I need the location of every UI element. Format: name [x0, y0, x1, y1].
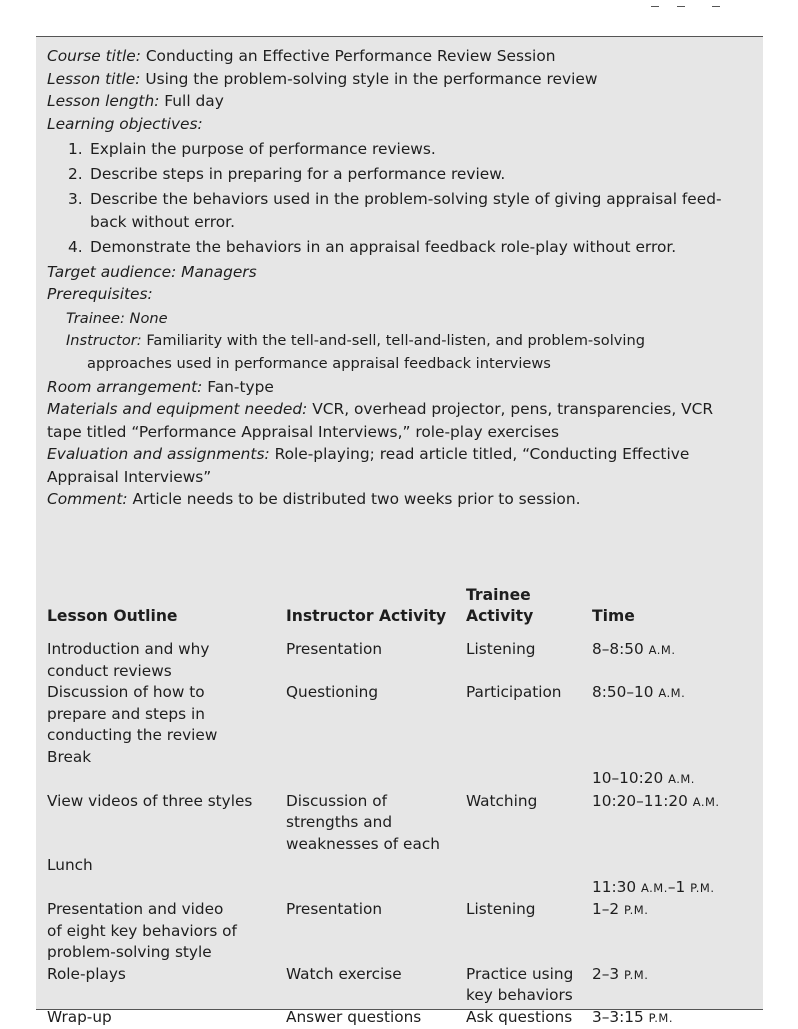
trainee-activity-cell [466, 899, 592, 964]
cell-line: of eight key behaviors of [47, 921, 286, 943]
table-header-row [47, 585, 757, 639]
lesson-outline-cell [47, 639, 286, 682]
objective-number: 3. [68, 188, 90, 233]
trainee-activity-cell [466, 877, 592, 900]
cell-line: Discussion of [286, 791, 466, 813]
time-period: P.M. [690, 881, 714, 895]
lesson-outline-cell [47, 964, 286, 1007]
learning-objectives-label: Learning objectives: [47, 113, 752, 136]
cell-line: conducting the review [47, 725, 286, 747]
cell-line: Presentation [286, 639, 466, 661]
instructor-label: Instructor: [66, 332, 142, 349]
objective-text: Describe steps in preparing for a performance review. [90, 163, 752, 186]
table-row [47, 768, 757, 791]
instructor-activity-cell [286, 1007, 466, 1029]
objective-item [47, 188, 752, 233]
time-period: A.M. [649, 643, 676, 657]
trainee-activity-cell [466, 768, 592, 791]
cell-line: key behaviors [466, 985, 592, 1007]
instructor-activity-cell [286, 768, 466, 791]
trainee-prerequisite: Trainee: None [47, 308, 752, 330]
cell-line: View videos of three styles [47, 791, 286, 813]
prerequisites-label: Prerequisites: [47, 283, 752, 306]
cell-line: Listening [466, 899, 592, 921]
comment-text: Article needs to be distributed two weeks prior to session. [133, 490, 581, 508]
cell-line: Watch exercise [286, 964, 466, 986]
top-page-marks [0, 0, 798, 10]
time-cell: 2–3 P.M. [592, 964, 757, 1007]
objective-text: Explain the purpose of performance reviews. [90, 138, 752, 161]
materials-row [47, 398, 752, 421]
lesson-title-row [47, 68, 752, 91]
page-mark [651, 0, 659, 7]
cell-line: Presentation and video [47, 899, 286, 921]
page-mark [677, 0, 685, 7]
cell-line: conduct reviews [47, 661, 286, 683]
lesson-title-label: Lesson title: [47, 70, 140, 88]
column-header: Time [592, 585, 757, 639]
instructor-activity-cell [286, 964, 466, 1007]
materials-text: tape titled “Performance Appraisal Interviews,” role-play exercises [47, 421, 752, 444]
time-period: A.M. [658, 686, 685, 700]
trainee-activity-cell [466, 964, 592, 1007]
lesson-length-row [47, 90, 752, 113]
trainee-activity-cell [466, 639, 592, 682]
instructor-activity-cell [286, 855, 466, 877]
objective-number: 4. [68, 236, 90, 259]
comment-row [47, 488, 752, 511]
course-title-label: Course title: [47, 47, 141, 65]
target-audience: Target audience: Managers [47, 261, 752, 284]
time-cell [592, 747, 757, 769]
room-arrangement: Fan-type [207, 378, 274, 396]
instructor-activity-cell [286, 682, 466, 747]
time-cell: 8–8:50 A.M. [592, 639, 757, 682]
lesson-outline-cell [47, 791, 286, 856]
room-arrangement-label: Room arrangement: [47, 378, 202, 396]
instructor-activity-cell [286, 791, 466, 856]
objective-text-line: Describe the behaviors used in the problem-solving style of giving appraisal feed- [90, 188, 752, 211]
lesson-outline-cell [47, 855, 286, 877]
time-cell: 8:50–10 A.M. [592, 682, 757, 747]
time-cell: 10–10:20 A.M. [592, 768, 757, 791]
trainee-activity-cell [466, 855, 592, 877]
table-row [47, 964, 757, 1007]
evaluation-text: Role-playing; read article titled, “Conducting Effective [275, 445, 690, 463]
time-period: P.M. [649, 1011, 673, 1025]
course-title-row [47, 45, 752, 68]
instructor-activity-cell [286, 747, 466, 769]
cell-line: Questioning [286, 682, 466, 704]
objective-text [90, 188, 752, 233]
cell-line: strengths and [286, 812, 466, 834]
cell-line: Ask questions [466, 1007, 592, 1029]
table-row [47, 682, 757, 747]
instructor-text: Familiarity with the tell-and-sell, tell-and-listen, and problem-solving [146, 332, 645, 349]
time-cell: 1–2 P.M. [592, 899, 757, 964]
cell-line: Lunch [47, 855, 286, 877]
cell-line: Role-plays [47, 964, 286, 986]
time-period: A.M. [641, 881, 668, 895]
cell-line: prepare and steps in [47, 704, 286, 726]
time-period: P.M. [624, 968, 648, 982]
objective-item [47, 163, 752, 186]
cell-line: Practice using [466, 964, 592, 986]
lesson-outline-cell [47, 682, 286, 747]
time-period: A.M. [668, 772, 695, 786]
column-header: Instructor Activity [286, 585, 466, 639]
instructor-activity-cell [286, 877, 466, 900]
evaluation-label: Evaluation and assignments: [47, 445, 270, 463]
cell-line: Answer questions [286, 1007, 466, 1029]
instructor-text: approaches used in performance appraisal feedback interviews [66, 353, 752, 375]
cell-line: Participation [466, 682, 592, 704]
cell-line: Break [47, 747, 286, 769]
time-cell: 11:30 A.M.–1 P.M. [592, 877, 757, 900]
room-arrangement-row [47, 376, 752, 399]
cell-line: problem-solving style [47, 942, 286, 964]
lesson-outline-cell [47, 1007, 286, 1029]
cell-line: Presentation [286, 899, 466, 921]
instructor-activity-cell [286, 899, 466, 964]
page-mark [712, 0, 720, 7]
materials-text: VCR, overhead projector, pens, transparencies, VCR [312, 400, 713, 418]
lesson-outline-cell [47, 899, 286, 964]
time-cell: 10:20–11:20 A.M. [592, 791, 757, 856]
trainee-activity-cell [466, 791, 592, 856]
objective-number: 1. [68, 138, 90, 161]
column-header: Lesson Outline [47, 585, 286, 639]
table-row [47, 877, 757, 900]
time-cell: 3–3:15 P.M. [592, 1007, 757, 1029]
materials-label: Materials and equipment needed: [47, 400, 307, 418]
lesson-title: Using the problem-solving style in the performance review [145, 70, 597, 88]
objective-text-line: back without error. [90, 211, 752, 234]
instructor-activity-cell [286, 639, 466, 682]
time-period: A.M. [693, 795, 720, 809]
cell-line: weaknesses of each [286, 834, 466, 856]
cell-line: Wrap-up [47, 1007, 286, 1029]
lesson-plan-details [47, 45, 752, 511]
evaluation-row [47, 443, 752, 466]
cell-line: Discussion of how to [47, 682, 286, 704]
lesson-length: Full day [164, 92, 224, 110]
table-row [47, 899, 757, 964]
lesson-outline-cell [47, 877, 286, 900]
cell-line: Introduction and why [47, 639, 286, 661]
cell-line: Watching [466, 791, 592, 813]
lesson-outline-table [47, 585, 757, 1029]
table-row [47, 1007, 757, 1029]
objective-item [47, 236, 752, 259]
time-cell [592, 855, 757, 877]
table-row [47, 791, 757, 856]
table-row [47, 855, 757, 877]
evaluation-text: Appraisal Interviews” [47, 466, 752, 489]
objective-item [47, 138, 752, 161]
time-period: P.M. [624, 903, 648, 917]
lesson-outline-cell [47, 768, 286, 791]
lesson-length-label: Lesson length: [47, 92, 159, 110]
lesson-plan-panel [36, 36, 763, 1010]
table-row [47, 639, 757, 682]
lesson-outline-cell [47, 747, 286, 769]
course-title: Conducting an Effective Performance Review Session [146, 47, 556, 65]
objective-number: 2. [68, 163, 90, 186]
objective-text: Demonstrate the behaviors in an appraisal feedback role-play without error. [90, 236, 752, 259]
trainee-activity-cell [466, 747, 592, 769]
instructor-prerequisite [47, 330, 752, 375]
comment-label: Comment: [47, 490, 128, 508]
table-row [47, 747, 757, 769]
cell-line: Listening [466, 639, 592, 661]
column-header: Trainee Activity [466, 585, 592, 639]
trainee-activity-cell [466, 1007, 592, 1029]
trainee-activity-cell [466, 682, 592, 747]
